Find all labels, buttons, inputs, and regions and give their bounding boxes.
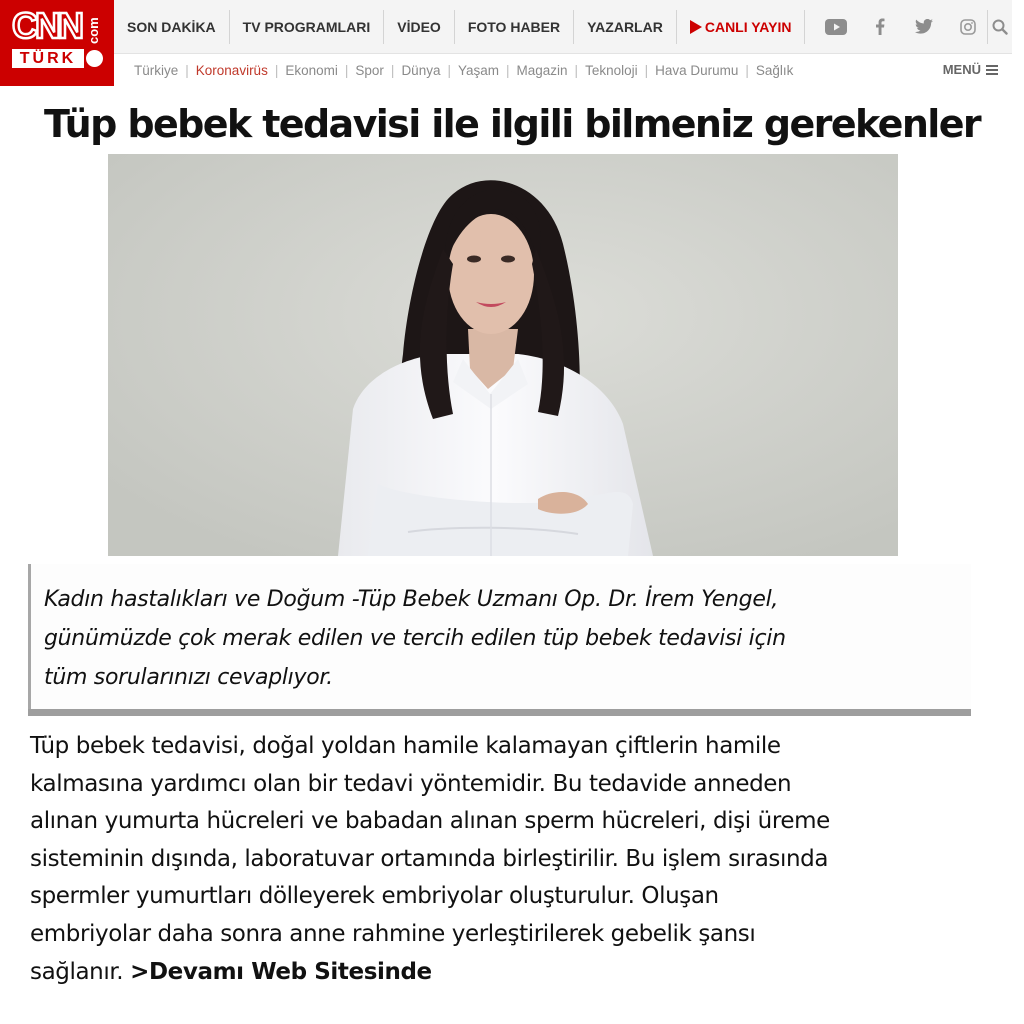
separator: | xyxy=(506,62,510,78)
photo-caption-box xyxy=(28,564,971,709)
body-line-prefix: sağlanır. xyxy=(30,958,131,985)
separator: | xyxy=(185,62,189,78)
category-hava-durumu[interactable]: Hava Durumu xyxy=(655,62,739,78)
caption-line: günümüzde çok merak edilen ve tercih edilen tüp bebek tedavisi için xyxy=(44,626,786,651)
caption-line: Kadın hastalıkları ve Doğum -Tüp Bebek Uzmanı Op. Dr. İrem Yengel, xyxy=(44,587,779,612)
logo-turk-text: TÜRK xyxy=(12,49,84,68)
read-more-link[interactable]: >Devamı Web Sitesinde xyxy=(130,958,432,985)
nav-video[interactable]: VİDEO xyxy=(384,10,455,44)
menu-button[interactable] xyxy=(943,62,998,77)
category-turkiye[interactable]: Türkiye xyxy=(134,62,179,78)
nav-yazarlar[interactable]: YAZARLAR xyxy=(574,10,677,44)
separator: | xyxy=(274,62,279,78)
body-line: embriyolar daha sonra anne rahmine yerleştirilerek gebelik şansı xyxy=(30,920,756,947)
top-navigation xyxy=(114,0,1012,54)
logo-dot-icon xyxy=(86,50,103,67)
body-last-line xyxy=(30,954,1010,992)
separator: | xyxy=(574,62,579,78)
nav-son-dakika[interactable]: SON DAKİKA xyxy=(114,10,230,44)
separator: | xyxy=(390,62,395,78)
article-body xyxy=(30,728,1010,991)
article-photo xyxy=(108,154,898,556)
youtube-icon[interactable] xyxy=(825,18,847,36)
category-koronavirus[interactable]: Koronavirüs xyxy=(195,62,268,78)
social-links xyxy=(805,10,988,44)
category-teknoloji[interactable]: Teknoloji xyxy=(585,62,638,78)
category-yasam[interactable]: Yaşam xyxy=(457,62,499,78)
photo-caption xyxy=(44,580,964,697)
separator: | xyxy=(344,62,349,78)
menu-label: MENÜ xyxy=(942,62,981,77)
category-spor[interactable]: Spor xyxy=(355,62,384,78)
separator: | xyxy=(447,62,451,78)
body-line: spermler yumurtları dölleyerek embriyolar oluşturulur. Oluşan xyxy=(30,883,719,910)
article-headline: Tüp bebek tedavisi ile ilgili bilmeniz gerekenler xyxy=(43,102,981,146)
search-icon xyxy=(992,19,1008,35)
logo-cnn-text: CNN xyxy=(12,5,81,46)
nav-tv-programlari[interactable]: TV PROGRAMLARI xyxy=(230,10,385,44)
category-saglik[interactable]: Sağlık xyxy=(755,62,794,78)
hamburger-icon xyxy=(986,65,998,75)
facebook-icon[interactable] xyxy=(869,18,891,36)
cnn-turk-logo[interactable] xyxy=(0,0,114,86)
search-button[interactable] xyxy=(988,10,1012,44)
separator: | xyxy=(644,62,649,78)
category-navigation xyxy=(114,55,1012,85)
twitter-icon[interactable] xyxy=(913,18,935,36)
play-icon xyxy=(690,20,702,34)
category-ekonomi[interactable]: Ekonomi xyxy=(285,62,338,78)
body-line: kalmasına yardımcı olan bir tedavi yöntemidir. Bu tedavide anneden xyxy=(30,770,792,797)
category-magazin[interactable]: Magazin xyxy=(516,62,568,78)
body-line: alınan yumurta hücreleri ve babadan alınan sperm hücreleri, dişi üreme xyxy=(30,808,830,835)
category-dunya[interactable]: Dünya xyxy=(401,62,441,78)
nav-foto-haber[interactable]: FOTO HABER xyxy=(455,10,574,44)
body-line: Tüp bebek tedavisi, doğal yoldan hamile kalamayan çiftlerin hamile xyxy=(30,733,781,759)
logo-com-text: com xyxy=(86,17,101,44)
nav-canli-yayin-label: CANLI YAYIN xyxy=(704,18,792,35)
instagram-icon[interactable] xyxy=(957,18,979,36)
body-line: sisteminin dışında, laboratuvar ortamında birleştirilir. Bu işlem sırasında xyxy=(30,845,829,872)
nav-canli-yayin[interactable] xyxy=(677,10,806,44)
caption-line: tüm sorularınızı cevaplıyor. xyxy=(44,665,333,690)
separator: | xyxy=(745,62,749,78)
